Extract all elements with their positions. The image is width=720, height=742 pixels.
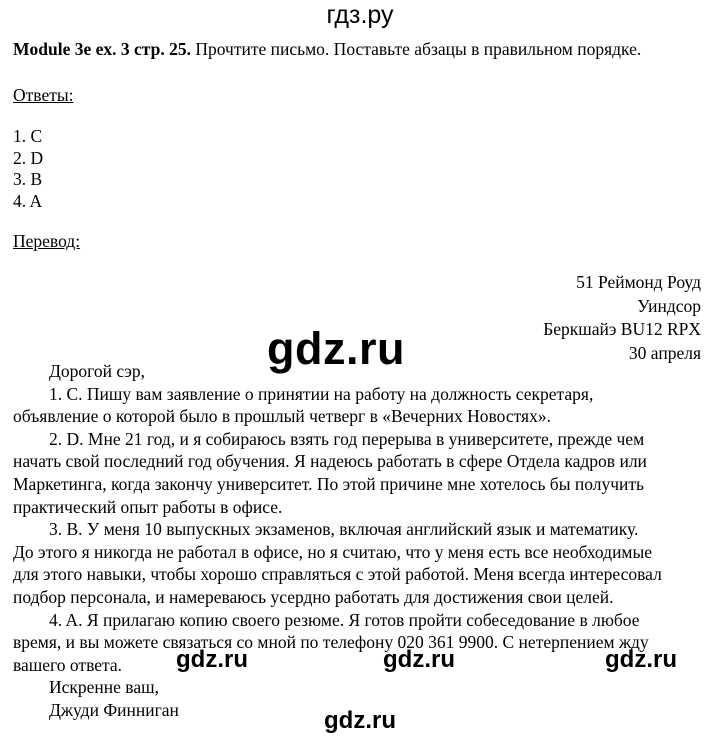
letter-line: Маркетинга, когда закончу университет. По этой причине мне хотелось бы получить [13,473,644,494]
address-line: Уиндсор [637,295,701,316]
site-footer[interactable]: gdz.ru [324,707,396,734]
letter-line: для этого навыки, чтобы хорошо справляться с этой работой. Меня всегда интересовал [13,564,662,585]
letter-greeting: Дорогой сэр, [49,361,146,381]
letter-closing: Искренне ваш, [49,677,159,698]
letter-line: 3. B. У меня 10 выпускных экзаменов, включая английский язык и математику. [49,519,639,540]
answer-item: 1. C [13,126,43,146]
letter-line: объявление о которой было в прошлый четверг в «Вечерних Новостях». [13,406,551,427]
exercise-reference: Module 3e ex. 3 стр. 25. [13,39,191,59]
watermark-small: gdz.ru [605,646,677,673]
answer-item: 3. B [13,169,43,189]
answer-item: 2. D [13,147,44,168]
watermark-small: gdz.ru [383,646,455,673]
site-header[interactable]: гдз.ру [326,1,394,29]
letter-line: начать свой последний год обучения. Я надеюсь работать в сфере Отдела кадров или [13,451,647,472]
exercise-instruction: Прочтите письмо. Поставьте абзацы в правильном порядке. [190,39,642,59]
letter-date: 30 апреля [628,342,701,363]
letter-line: 1. C. Пишу вам заявление о принятии на работу на должность секретаря, [49,383,594,404]
letter-line: 2. D. Мне 21 год, и я собираюсь взять год перерыва в университете, прежде чем [49,428,645,449]
letter-line: 4. A. Я прилагаю копию своего резюме. Я готов пройти собеседование в любое [49,609,640,630]
answers-list [13,126,43,212]
letter-line: практический опыт работы в офисе. [13,496,283,517]
letter-line: До этого я никогда не работал в офисе, но я считаю, что у меня есть все необходимые [13,541,653,562]
watermark-logo: gdz.ru [267,323,405,374]
answer-item: 4. A [13,190,43,211]
exercise-heading [13,37,713,61]
watermark-small: gdz.ru [176,646,248,673]
letter-line: время, и вы можете связаться со мной по телефону 020 361 9900. С нетерпением жду [13,632,649,653]
address-line: Беркшайэ BU12 RPX [543,319,701,339]
letter-signature: Джуди Финниган [49,699,179,720]
translation-label: Перевод: [13,231,81,251]
address-line: 51 Реймонд Роуд [576,272,701,292]
sender-address [543,271,701,365]
letter-line: подбор персонала, и намереваюсь усердно работать для достижения свои целей. [13,586,614,607]
letter-line: вашего ответа. [13,654,123,675]
answers-label: Ответы: [13,85,74,105]
